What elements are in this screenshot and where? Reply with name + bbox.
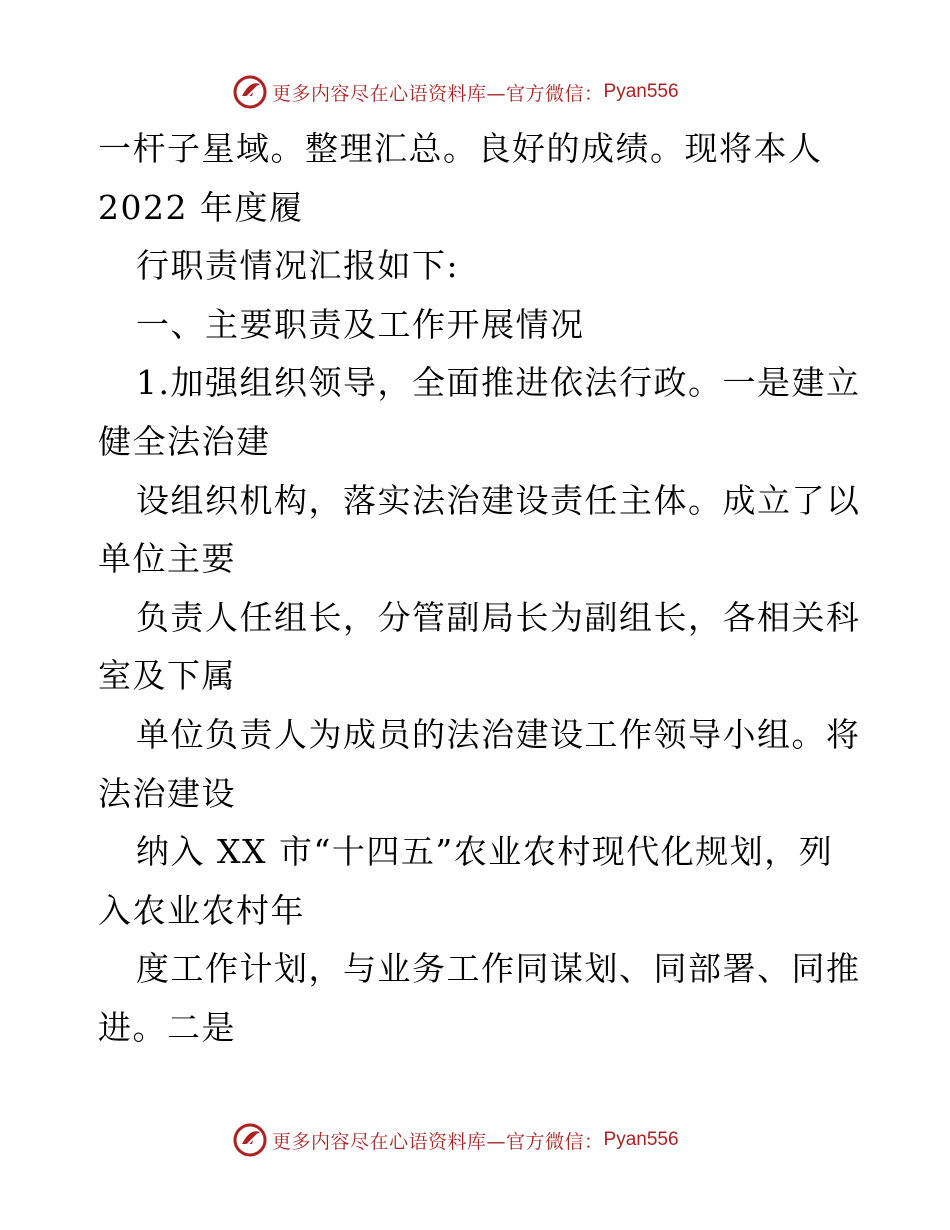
section-heading: 一、主要职责及工作开展情况 bbox=[136, 304, 585, 344]
text-line: 设组织机构，落实法治建设责任主体。成立了以 bbox=[136, 480, 861, 520]
text-line: 一杆子星域。整理汇总。良好的成绩。现将本人 bbox=[98, 129, 823, 168]
header-watermark bbox=[232, 72, 679, 112]
text-line: 单位主要 bbox=[98, 539, 236, 579]
text-line: 室及下属 bbox=[98, 656, 236, 696]
document-body bbox=[98, 120, 861, 1058]
logo-icon bbox=[232, 1122, 268, 1158]
text-line: 进。二是 bbox=[98, 1007, 236, 1047]
text-line: 度工作计划，与业务工作同谋划、同部署、同推 bbox=[136, 949, 861, 989]
text-line: 2022 年度履 bbox=[98, 187, 304, 227]
text-line: 负责人任组长，分管副局长为副组长，各相关科 bbox=[136, 597, 861, 637]
text-line: 入农业农村年 bbox=[98, 890, 305, 930]
text-line: 1.加强组织领导，全面推进依法行政。一是建立 bbox=[136, 363, 861, 403]
watermark-text: 更多内容尽在心语资料库—官方微信： bbox=[272, 1130, 604, 1153]
logo-icon bbox=[232, 74, 268, 110]
text-line: 健全法治建 bbox=[98, 421, 271, 461]
text-line: 单位负责人为成员的法治建设工作领导小组。将 bbox=[136, 714, 861, 754]
watermark-id: Pyan556 bbox=[603, 1129, 679, 1150]
footer-watermark bbox=[232, 1120, 679, 1160]
text-line: 纳入 XX 市“十四五”农业农村现代化规划，列 bbox=[136, 832, 834, 872]
watermark-text: 更多内容尽在心语资料库—官方微信： bbox=[272, 82, 604, 105]
watermark-id: Pyan556 bbox=[603, 81, 679, 102]
text-line: 行职责情况汇报如下: bbox=[136, 246, 460, 286]
text-line: 法治建设 bbox=[98, 773, 236, 813]
